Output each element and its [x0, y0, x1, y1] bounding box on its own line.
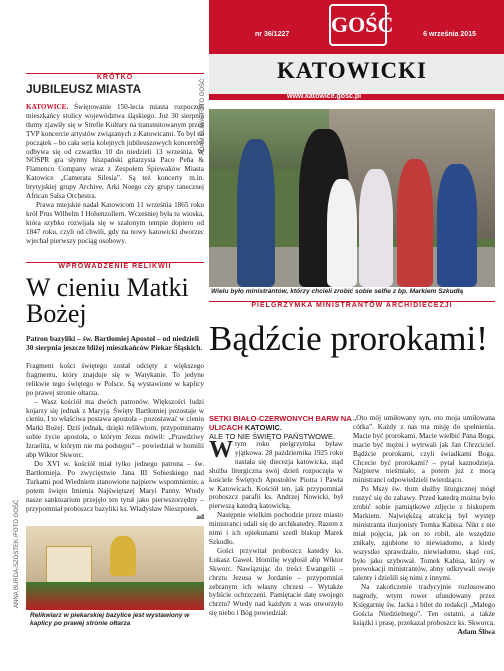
photo-credit-relikwie: ANNA BURDA-SZOSTEK /FOTO GOŚĆ — [14, 499, 20, 608]
pielgrzymka-paragraph-6: Na zakończenie tradycyjnie rozlosowano nagrody, wtym rower ufundowany przez Księgarnię św. Jacka i bilet do redakcji „Małego Gościa Niedzielnego”. Ten ostatni, a także książki i prasę, przekazał proboszcz ks. Skworca. — [353, 583, 495, 627]
drop-cap: W — [209, 437, 233, 463]
news-body — [26, 103, 204, 246]
news-paragraph-2: Prawa miejskie nadał Katowicom 11 września 1865 roku król Prus Wilhelm I Hohenzollern. Wcześniej była tu wioska, która szybko rozwijała się w szalonym tempie dopiero od 1847 roku, czyli od chwili, gdy na nowy katowicki dworzec wjechał pierwszy pociąg osobowy. — [26, 200, 204, 245]
kicker-red: SETKI BIAŁO-CZERWONYCH BARW NA ULICACH — [209, 414, 352, 432]
altar-boy — [437, 164, 477, 287]
altar-boy — [397, 159, 433, 287]
article-title-relikwie: W cieniu Matki Bożej — [26, 273, 189, 328]
pielgrzymka-paragraph-4: „Oto mój umiłowany syn, oto moja umiłowana córka”. Każdy z nas ma misję do spełnienia. Macie być prorokami. Macie wielbić Pana Boga, macie być mężni i wytrwali jak Jan Chrzciciel. Bądźcie prorokami, czyli świadkami Boga. Chcecie być prorokami? – pytał kaznodzieja. Najpierw nieśmiało, a potem już z mocą ministranci odpowiedzieli twierdząco. — [353, 414, 495, 485]
pielgrzymka-paragraph-5: Po Mszy św. tłum służby liturgicznej mógł ruszyć się do zabawy. Przed katedrą można było zrobić sobie pamiątkowe zdjęcie z biskupem Markiem. Najwiękśzą atrakcją był występ ministranta iluzjonisty Tomka Kabisa. Nikt z nie miał pojęcia, jak on to robił, ale wszędzie znikały, zgubione to niewiadomo, a kiedy wszystko sprawdzało, niewiadomo, skąd coś, było jako szybował. Tomek Kabisa, który w prowokacji ministrantów, abny odkrywali swoje talenty i dzielili się nimi z innymi. — [353, 485, 495, 583]
news-title: JUBILEUSZ MIASTA — [26, 82, 142, 96]
relic-photo — [26, 526, 204, 610]
article-column-2 — [353, 414, 495, 637]
selfie-photo-caption: Wielu było ministrantów, którzy chcieli zrobić sobie selfie z bp. Markiem Szkudłą — [211, 288, 464, 295]
selfie-photo — [209, 109, 495, 287]
issue-date: 6 września 2015 — [423, 31, 476, 38]
issue-number: nr 36/1227 — [255, 31, 290, 38]
section-label-krotko: KRÓTKO — [26, 73, 204, 81]
pielgrzymka-signature: Adam Śliwa — [457, 627, 495, 636]
section-label-pielgrzymka: PIELGRZYMKA MINISTRANTÓW ARCHIDIECEZJI — [209, 301, 495, 309]
altar-boy — [327, 179, 357, 287]
news-paragraph-1: Świętowanie 150-lecia miasta rozpoczęli mieszkańcy stolicy województwa śląskiego. Już 30 sierpnia tłumy zjawiły się w Strefie Kultury na transmitowanym przez TVP koncercie artystów związanych z Katowicami. To był na początek – bo cała seria kolejnych jubileuszowych koncertów odbywa się od czwartku 10 do niedzieli 13 września. W NOSPR gra słynny hiszpański gitarzysta Paco Peña & Flamenco Company wraz z Zespołem Śpiewaków Miasta Katowice „Camerata Silesia”. Są też koncerty m.in. brytyjskiej grupy Archive, Arki Noego czy grupy tanecznej African Salsa Orchestra. — [26, 103, 205, 201]
kicker-place: KATOWIC. — [244, 423, 283, 432]
news-place: KATOWICE. — [26, 103, 69, 111]
relikwie-paragraph-1: Fragment kości świętego został odcięty z większego fragmentu, który znajduje się w Watykanie. To jedyne relikwie tego świętego w Polsce. Są wystawione w kaplicy po prawej stronie ołtarza. — [26, 362, 204, 397]
person-selfie — [237, 139, 275, 287]
photo-credit-main: ADAM ŚLIWA /FOTO GOŚĆ — [200, 78, 206, 155]
relikwie-paragraph-2: – Wasz kościół ma dwóch patronów. Większości ludzi kojarzy się jednak z Maryją. Święty Bartłomiej pozostaje w cieniu. I to właściwa postawa apostoła – pozostawać w cieniu Matki Bożej. Dziś jednak, dzięki relikwiom, przypominamy sobie życie apostoła, o którym Jezus mówił: „Prawdziwy Izraelita, w którym nie ma podstępu” – powiedział w homilii abp Wiktor Skworc. — [26, 397, 204, 460]
article-lead-relikwie: Patron bazyliki – św. Bartłomiej Apostoł – od niedzieli 30 sierpnia jeszcze bliżej mieszkańców Piekar Śląskich. — [26, 334, 203, 352]
article-body-relikwie — [26, 362, 204, 522]
edition-title: KATOWICKI — [277, 58, 428, 83]
pielgrzymka-paragraph-1: tym roku pielgrzymka byław yjątkowa. 28 pażdziernika 1925 roku nastała się diecezja katowicka, stąd służba liturgiczna swój dzień rozpoczęła w kościele Świętych Apostołów Piotra i Pawła w Katowicach. Kościół ten, jak przypomniał proboszcz parafii ks. Andrzej Nowicki, był pierwszą katedrą katowicką. — [209, 440, 343, 511]
article-column-1 — [209, 437, 343, 618]
article-title-pielgrzymka: Bądźcie prorokami! — [209, 319, 488, 358]
pielgrzymka-paragraph-3: Gości przywitał proboszcz katedry ks. Łukasz Gaweł. Homilię wygłosił abp Wiktor Skworc. Nawiązując do treści Ewangelii – chrztu Jezusa w Jordanie – przypomniał zebranym ich własny chrzest – Wytakże byliście ochrzczeni. Pamiętacie datę swojego chrztu? Wtedy nad każdym z was otworzyło się niebo i Bóg powiedział: — [209, 546, 343, 618]
edition-url[interactable]: www.katowice.gosc.pl — [287, 93, 362, 100]
flowers — [26, 582, 204, 610]
altar-boy — [359, 169, 393, 287]
relic-photo-caption: Relikwiarz w piekarskiej bazylice jest wystawiony w kaplicy po prawej stronie ołtarza — [30, 612, 190, 627]
gosc-logo[interactable]: GOŚĆ — [329, 4, 387, 46]
masthead — [209, 0, 504, 100]
relikwie-paragraph-3: Do XVI w. kościół miał tylko jednego patrona – św. Bartłomieja. Po zwycięstwie Jana III Sobieskiego nad Turkami pod Wiedniem stanowione najpierw wspomnienie, a potem święto Imienia Najświętszej Maryi Panny. Wtedy nasze sanktuarium przejęło ten tytuł jako pierwszorzędny – przypomniał proboszcz bazyliki ks. Władysław Nieszporek. — [26, 459, 204, 513]
relikwie-signature: ad — [196, 513, 204, 522]
kicker-rest: ALE TO NIE ŚWIĘTO PAŃSTWOWE. — [209, 432, 336, 441]
pielgrzymka-paragraph-2: Następnie wielkim pochodzie przez miasto ministranci udali się do archikatedry. Razem z nimi i ich opiekunami szedł biskup Marek Szkudło. — [209, 511, 343, 546]
reliquary — [110, 536, 136, 576]
section-label-relikwie: WPROWADZENIE RELIKWII — [26, 262, 204, 270]
